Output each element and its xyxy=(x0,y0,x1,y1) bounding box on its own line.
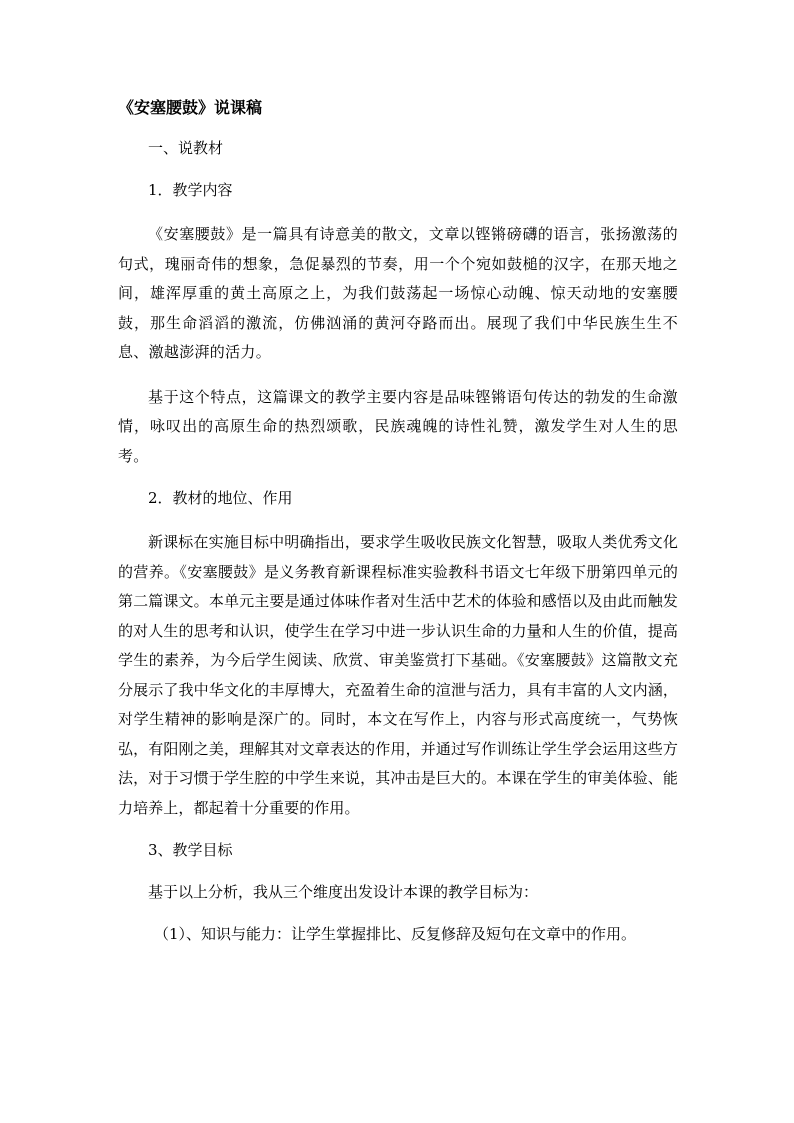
document-title: 《安塞腰鼓》说课稿 xyxy=(118,98,263,117)
paragraph-content-focus: 基于这个特点，这篇课文的教学主要内容是品味铿锵语句传达的勃发的生命激情，咏叹出的高原生命的热烈颂歌，民族魂魄的诗性礼赞，激发学生对人生的思考。 xyxy=(118,387,678,465)
paragraph-content-intro: 《安塞腰鼓》是一篇具有诗意美的散文，文章以铿锵磅礴的语言，张扬激荡的句式，瑰丽奇伟的想象，急促暴烈的节奏，用一个个宛如鼓槌的汉字，在那天地之间，雄浑厚重的黄土高原之上，为我们鼓荡起一场惊心动魄、惊天动地的安塞腰鼓，那生命滔滔的激流，仿佛汹涌的黄河夺路而出。展现了我们中华民族生生不息、激越澎湃的活力。 xyxy=(118,225,678,361)
subheading-teaching-goals: 3、教学目标 xyxy=(148,841,233,859)
paragraph-goals-intro: 基于以上分析，我从三个维度出发设计本课的教学目标为： xyxy=(148,883,539,901)
document-body xyxy=(118,96,678,946)
subheading-teaching-content: 1．教学内容 xyxy=(148,181,233,199)
subheading-material-status: 2．教材的地位、作用 xyxy=(148,489,293,507)
paragraph-material-status: 新课标在实施目标中明确指出，要求学生吸收民族文化智慧，吸取人类优秀文化的营养。《安塞腰鼓》是义务教育新课程标准实验教科书语文七年级下册第四单元的第二篇课文。本单元主要是通过体味作者对生活中艺术的体验和感悟以及由此而触发的对人生的思考和认识，使学生在学习中进一步认识生命的力量和人生的价值，提高学生的素养，为今后学生阅读、欣赏、审美鉴赏打下基础。《安塞腰鼓》这篇散文充分展示了我中华文化的丰厚博大，充盈着生命的渲泄与活力，具有丰富的人文内涵，对学生精神的影响是深广的。同时，本文在写作上，内容与形式高度统一，气势恢弘，有阳刚之美，理解其对文章表达的作用，并通过写作训练让学生学会运用这些方法，对于习惯于学生腔的中学生来说，其冲击是巨大的。本课在学生的审美体验、能力培养上，都起着十分重要的作用。 xyxy=(118,533,678,817)
section-heading-teaching-material: 一、说教材 xyxy=(148,139,224,157)
goal-item-knowledge: （1）、知识与能力：让学生掌握排比、反复修辞及短句在文章中的作用。 xyxy=(154,925,637,943)
